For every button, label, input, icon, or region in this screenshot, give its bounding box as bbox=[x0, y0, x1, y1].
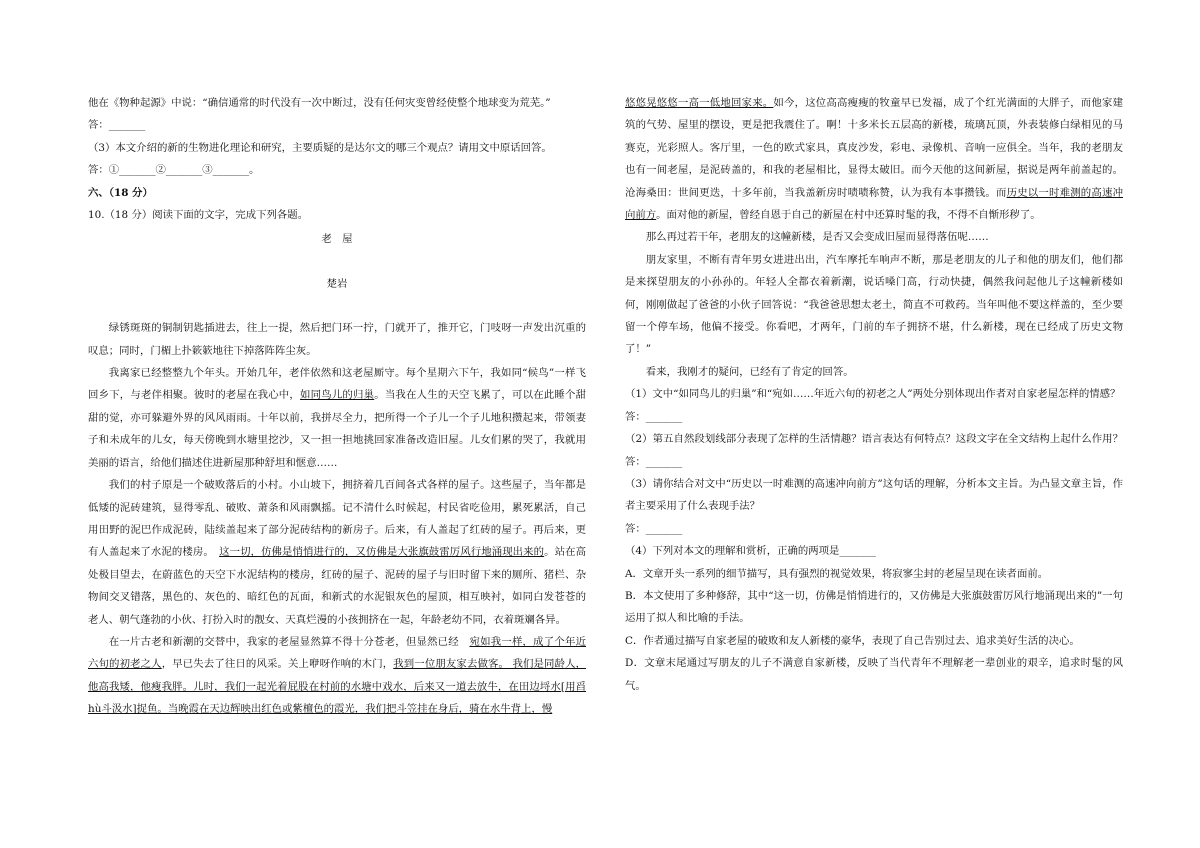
paragraph-4-text-b: ，早已失去了往日的风采。关上咿呀作响的木门， bbox=[161, 658, 394, 671]
article-title: 老 屋 bbox=[321, 233, 353, 246]
spacer bbox=[88, 295, 586, 317]
paragraph-4-continued bbox=[625, 92, 1123, 226]
answer-line-3: 答：①_______②_______③_______。 bbox=[88, 164, 260, 177]
paragraph-4-text-d: 。面对他的新屋，曾经自恩于自己的新屋在村中还算时髦的我，不得不自惭形秽了。 bbox=[656, 209, 1041, 222]
paragraph-2-text-a: 我离家已经整整九个年头。开始几年，老伴依然和这老屋厮守。每个星期六下午，我如同“候鸟”一样飞回乡下，与老伴相聚。彼时的老屋在我心中， bbox=[88, 367, 586, 402]
paragraph-7: 看来，我刚才的疑问，已经有了肯定的回答。 bbox=[645, 365, 854, 378]
paragraph-5: 那么再过若干年，老朋友的这幢新楼，是否又会变成旧屋而显得落伍呢…… bbox=[645, 231, 989, 244]
paragraph-4 bbox=[88, 631, 586, 721]
paragraph-4-text-c: 如今，这位高高瘦瘦的牧童早已发福，成了个红光满面的大胖子，而他家建筑的气势、屋里的摆设，更是把我震住了。啊！十多米长五层高的新楼，琉璃瓦顶，外表装修白绿相见的马赛克，光彩照人。客厅里，一色的欧式家具，真皮沙发，彩电、录像机、音响一应俱全。当年，我的老朋友也有一间老屋，是泥砖盖的，和我的老屋相比，显得太破旧。而今天他的这间新屋，据说是两年前盖起的。沧海桑田：世间更迭，十多年前，当我盖新房时啧啧称赞，认为我有本事攒钱。而 bbox=[625, 97, 1124, 199]
paragraph-1: 绿锈斑斑的铜制钥匙插进去，往上一提，然后把门环一拧，门就开了，推开它，门吱呀一声发出沉重的叹息；同时，门楣上扑簌簌地往下掉落阵阵尘灰。 bbox=[88, 322, 586, 357]
option-d: D．文章末尾通过写朋友的儿子不满意自家新楼，反映了当代青年不理解老一辈创业的艰辛，追求时髦的风气。 bbox=[625, 657, 1123, 692]
question-10-instruction: 10.（18 分）阅读下面的文字，完成下列各题。 bbox=[88, 209, 309, 222]
underlined-sentence: 这一切，仿佛是悄悄进行的，又仿佛是大张旗鼓雷厉风行地涌现出来的 bbox=[219, 546, 545, 559]
underlined-phrase-2: 宛如我一样，成了个年近六旬的初老之人 bbox=[88, 635, 586, 671]
answer-1: 答：_______ bbox=[625, 410, 683, 423]
sub-question-2: （2）第五自然段划线部分表现了怎样的生活情趣？语言表达有何特点？这段文字在全文结构上起什么作用？答：_______ bbox=[625, 433, 1123, 468]
quote-line: 他在《物种起源》中说：“确信通常的时代没有一次中断过，没有任何灾变曾经使整个地球变为荒芜。” bbox=[88, 97, 551, 109]
section-heading: 六、（18 分） bbox=[88, 186, 153, 199]
option-b: B．本文使用了多种修辞，其中“这一切，仿佛是悄悄进行的，又仿佛是大张旗鼓雷厉风行地涌现出来的”一句运用了拟人和比喻的手法。 bbox=[625, 589, 1123, 625]
paragraph-6: 朋友家里，不断有青年男女进进出出，汽车摩托车响声不断，那是老朋友的儿子和他的朋友们，他们都是来探望朋友的小孙孙的。年轻人全都衣着新潮，说话嗓门高，行动快捷，偶然我问起他儿子这幢新楼如何，刚刚做起了爸爸的小伙子回答说：“我爸爸思想太老土，简直不可救药。当年叫他不要这样盖的，至少要留一个停车场，他偏不接受。你看吧，才两年，门前的车子拥挤不堪，什么新楼，现在已经成了历史文物了！” bbox=[625, 253, 1123, 356]
underlined-history-phrase: 历史以一时难测的高速冲向前方 bbox=[625, 186, 1124, 222]
sub-question-4: （4）下列对本文的理解和赏析，正确的两项是_______ bbox=[625, 545, 876, 558]
answer-line: 答：_______ bbox=[88, 119, 146, 132]
spacer bbox=[88, 251, 586, 273]
sub-question-3: （3）请你结合对文中“历史以一时难测的高速冲向前方”这句话的理解，分析本文主旨。为凸显文章主旨，作者主要采用了什么表现手法？ bbox=[625, 477, 1123, 513]
sub-question-1: （1）文中“如同鸟儿的归巢”和“宛如……年近六旬的初老之人”两处分别体现出作者对自家老屋怎样的情感？ bbox=[625, 388, 1121, 401]
left-column bbox=[88, 92, 586, 721]
paragraph-3 bbox=[88, 474, 586, 631]
option-c: C．作者通过描写自家老屋的破败和友人新楼的豪华，表现了自己告别过去、追求美好生活的决心。 bbox=[625, 634, 1080, 647]
option-a: A．文章开头一系列的细节描写，具有强烈的视觉效果，将寂寥尘封的老屋呈现在读者面前。 bbox=[625, 567, 1049, 580]
underlined-passage: 我到一位朋友家去做客。 我们是同龄人，他高我矮，他瘦我胖。儿时，我们一起光着屁股在村前的水塘中戏水，后来又一道去放牛，在田边埒水[用舀 hù斗汲水]捉鱼。当晚霞在天边辉映出红色或紫檀色的霞光，我们把斗笠挂在身后，骑在水牛背上，慢 bbox=[88, 658, 587, 716]
underlined-passage-end: 悠悠晃悠悠一高一低地回家来。 bbox=[625, 97, 774, 109]
paragraph-4-text-a: 在一片古老和新潮的交替中，我家的老屋显然算不得十分苍老，但显然已经 bbox=[108, 635, 470, 648]
answer-3: 答：_______ bbox=[625, 522, 683, 535]
paragraph-2 bbox=[88, 362, 586, 474]
paragraph-2-text-b: 。当我在人生的天空飞累了，可以在此睡个甜甜的觉，亦可躲避外界的风风雨雨。十年以前，我拼尽全力，把所得一个子儿一个子儿地积攒起来，带领妻子和未成年的儿女，每天傍晚到水塘里挖沙，又一担一担地挑回家准备改造旧屋。儿女们累的哭了，我就用美丽的语言，给他们描述住进新屋那种舒坦和惬意…… bbox=[88, 389, 587, 469]
underlined-phrase: 如同鸟儿的归巢 bbox=[300, 389, 375, 402]
question-3: （3）本文介绍的新的生物进化理论和研究，主要质疑的是达尔文的哪三个观点？请用文中原话回答。 bbox=[88, 141, 552, 154]
article-author: 楚岩 bbox=[326, 277, 348, 290]
paragraph-3-text-a: 我们的村子原是一个破败落后的小村。小山坡下，拥挤着几百间各式各样的屋子。这些屋子，当年都是低矮的泥砖建筑，显得零乱、破败、萧条和风雨飘摇。记不清什么时候起，村民省吃俭用，累死累活，自己用田野的泥巴作成泥砖，陆续盖起来了部分泥砖结构的新房子。后来，有人盖起了红砖的屋子。再后来，更有人盖起来了水泥的楼房。 bbox=[88, 479, 586, 559]
paragraph-3-text-b: 。站在高处极目望去，在蔚蓝色的天空下水泥结构的楼房，红砖的屋子、泥砖的屋子与旧时留下来的厕所、猪栏、杂物间交叉错落，黑色的、灰色的、暗红色的瓦面，和新式的水泥银灰色的屋顶，相互映衬，如同白发苍苍的老人、朝气蓬勃的小伙、打扮入时的靓女、天真烂漫的小孩拥挤在一起，年龄老幼不同，衣着斑斓各异。 bbox=[88, 546, 587, 626]
right-column bbox=[625, 92, 1123, 697]
